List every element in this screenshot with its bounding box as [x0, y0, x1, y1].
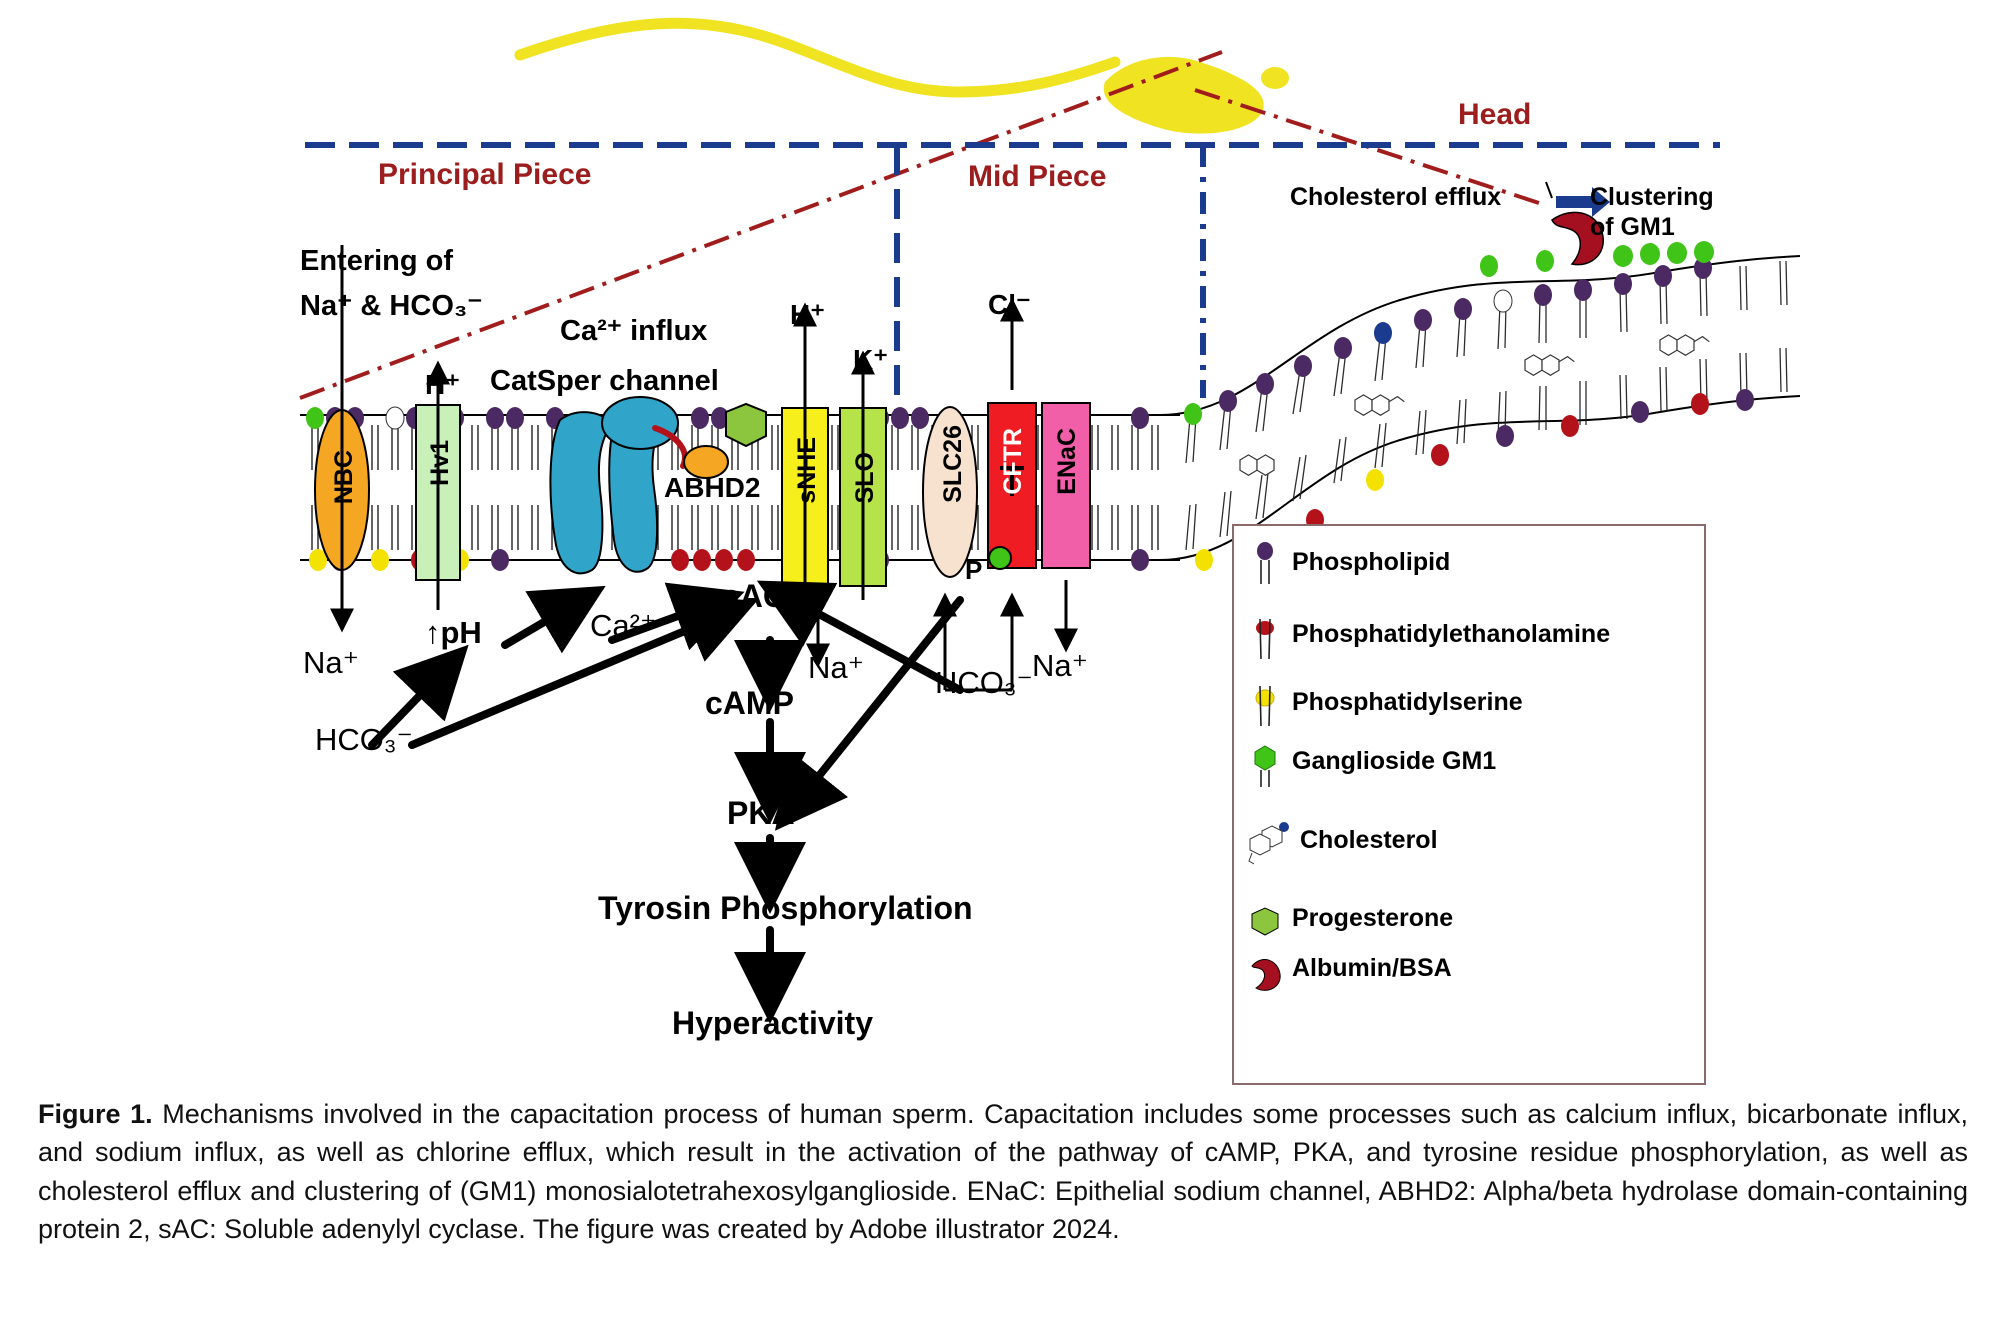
na-snhe-label: Na⁺ [808, 650, 864, 685]
cholesterol-efflux-label: Cholesterol efflux [1290, 183, 1502, 211]
pathway-arrows [372, 592, 960, 1000]
legend-label-progesterone: Progesterone [1292, 904, 1454, 932]
albumin-bsa-icon [1244, 954, 1286, 998]
na-enac-label: Na⁺ [1032, 648, 1088, 683]
phosphatidylserine-icon [1244, 684, 1286, 728]
legend-label-phospholipid: Phospholipid [1292, 548, 1451, 576]
phosphorylation-p-label: P [965, 555, 983, 585]
clustering-label-line1: Clustering [1590, 183, 1714, 211]
k-plus-label: K⁺ [853, 344, 888, 375]
h-plus-hv1-label: H⁺ [425, 369, 460, 400]
channel-label-slo: SLO [851, 452, 879, 504]
ganglioside-gm1-icon [1244, 744, 1286, 788]
region-label-mid-piece: Mid Piece [968, 160, 1107, 193]
entering-label-line2: Na⁺ & HCO₃⁻ [300, 290, 483, 322]
entering-label-line1: Entering of [300, 245, 454, 277]
ca2-label: Ca²⁺ [590, 608, 657, 643]
legend-label-phosphatidylethanolamine: Phosphatidylethanolamine [1292, 620, 1611, 648]
na-out-label: Na⁺ [303, 645, 359, 680]
legend-label-cholesterol: Cholesterol [1300, 826, 1438, 854]
cl-minus-label: Cl⁻ [988, 289, 1031, 320]
region-label-head: Head [1458, 98, 1532, 131]
legend-box [1232, 524, 1706, 1085]
region-divider-red-lines [300, 52, 1545, 398]
head-membrane [1160, 241, 1800, 571]
pka-label: PKA [727, 795, 795, 831]
channel-label-hv1: Hv1 [426, 440, 454, 486]
h-plus-snhe-label: H⁺ [790, 299, 825, 330]
channel-label-snhe: sNHE [793, 437, 821, 504]
tyrosin-label: Tyrosin Phosphorylation [598, 890, 973, 926]
channel-label-slc26: SLC26 [939, 425, 967, 503]
phosphatidylethanolamine-icon [1244, 616, 1286, 660]
legend-label-albumin-bsa: Albumin/BSA [1292, 954, 1452, 982]
legend-label-ganglioside-gm1: Ganglioside GM1 [1292, 747, 1497, 775]
channel-label-nbc: NBC [330, 450, 358, 505]
figure-caption-title: Figure 1. [38, 1099, 153, 1129]
channel-label-enac: ENaC [1053, 428, 1081, 495]
clustering-label-line2: of GM1 [1590, 213, 1675, 241]
catsper-label: CatSper channel [490, 365, 719, 397]
progesterone-icon [1244, 904, 1286, 948]
ph-up-label: ↑pH [425, 615, 482, 650]
camp-label: cAMP [705, 685, 794, 721]
hco3-left-label: HCO₃⁻ [315, 722, 413, 757]
figure-caption-text: Mechanisms involved in the capacitation process of human sperm. Capacitation includes some processes such as calcium influx, bicarbonate influx, and sodium influx, as well as chlorine efflux, which result in the activation of the pathway of cAMP, PKA, and tyrosine residue phosphorylation, as well as cholesterol efflux and clustering of (GM1) monosialotetrahexosylganglioside. ENaC: Epithelial sodium channel, ABHD2: Alpha/beta hydrolase domain-containing protein 2, sAC: Soluble adenylyl cyclase. The figure was created by Adobe illustrator 2024. [38, 1099, 1968, 1244]
legend-label-phosphatidylserine: Phosphatidylserine [1292, 688, 1523, 716]
cholesterol-icon [1244, 821, 1296, 865]
channel-label-cftr: CFTR [999, 428, 1027, 495]
hco3-right-label: HCO₃⁻ [935, 665, 1033, 700]
hyperactivity-label: Hyperactivity [672, 1005, 873, 1041]
channel-label-abhd2: ABHD2 [664, 472, 761, 503]
region-label-principal-piece: Principal Piece [378, 158, 592, 191]
figure-caption [38, 1095, 1968, 1248]
sperm-cartoon-icon [520, 23, 1289, 133]
sac-label: sAC [722, 578, 787, 614]
phospholipid-icon [1244, 542, 1286, 586]
ca-influx-label: Ca²⁺ influx [560, 315, 708, 347]
